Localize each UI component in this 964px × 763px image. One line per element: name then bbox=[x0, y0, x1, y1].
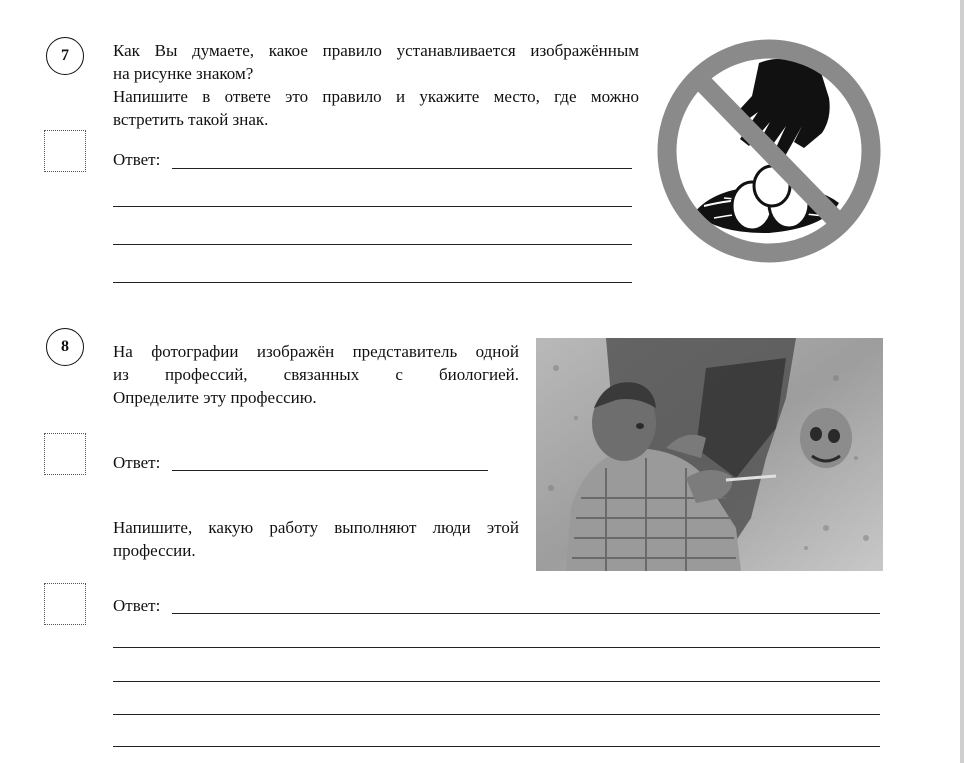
question-7-line-2: на рисунке знаком? bbox=[113, 64, 254, 83]
question-7-answer-line-1[interactable] bbox=[172, 168, 632, 169]
question-8-score-box-1[interactable] bbox=[44, 433, 86, 475]
question-8-number-text: 8 bbox=[61, 338, 69, 355]
question-8-answer-1-label: Ответ: bbox=[113, 453, 161, 472]
question-8-answer-2-line-1[interactable] bbox=[172, 613, 880, 614]
question-7-number bbox=[46, 37, 84, 75]
question-8-answer-2-line-3[interactable] bbox=[113, 681, 880, 682]
question-8-text-2 bbox=[113, 516, 519, 562]
page-right-edge bbox=[960, 0, 964, 763]
question-8-answer-1-line[interactable] bbox=[172, 470, 488, 471]
question-8-line-2: из профессий, связанных с биологией. bbox=[113, 365, 519, 384]
question-8-answer-2-line-2[interactable] bbox=[113, 647, 880, 648]
question-7-answer-line-2[interactable] bbox=[113, 206, 632, 207]
question-7-answer-label: Ответ: bbox=[113, 150, 161, 169]
question-7-score-box[interactable] bbox=[44, 130, 86, 172]
question-8-text-2-line-2: профессии. bbox=[113, 541, 196, 560]
question-8-text-2-line-1: Напишите, какую работу выполняют люди этой bbox=[113, 518, 519, 537]
question-7-line-4: встретить такой знак. bbox=[113, 110, 269, 129]
question-8-answer-2-label: Ответ: bbox=[113, 596, 161, 615]
question-8-answer-2-line-4[interactable] bbox=[113, 714, 880, 715]
question-8-score-box-2[interactable] bbox=[44, 583, 86, 625]
question-8-text bbox=[113, 340, 519, 409]
question-7-answer-line-3[interactable] bbox=[113, 244, 632, 245]
question-8-answer-2-line-5[interactable] bbox=[113, 746, 880, 747]
question-8-number bbox=[46, 328, 84, 366]
question-8-line-1: На фотографии изображён представитель одной bbox=[113, 342, 519, 361]
question-8-line-3: Определите эту профессию. bbox=[113, 388, 317, 407]
question-7-answer-line-4[interactable] bbox=[113, 282, 632, 283]
no-touching-bird-eggs-sign-icon bbox=[654, 38, 884, 266]
question-7-line-3: Напишите в ответе это правило и укажите место, где можно bbox=[113, 87, 639, 106]
archaeologist-photo bbox=[536, 338, 883, 571]
question-7-line-1: Как Вы думаете, какое правило устанавливается изображённым bbox=[113, 41, 639, 60]
question-7-number-text: 7 bbox=[61, 47, 69, 64]
question-7-text bbox=[113, 39, 639, 131]
